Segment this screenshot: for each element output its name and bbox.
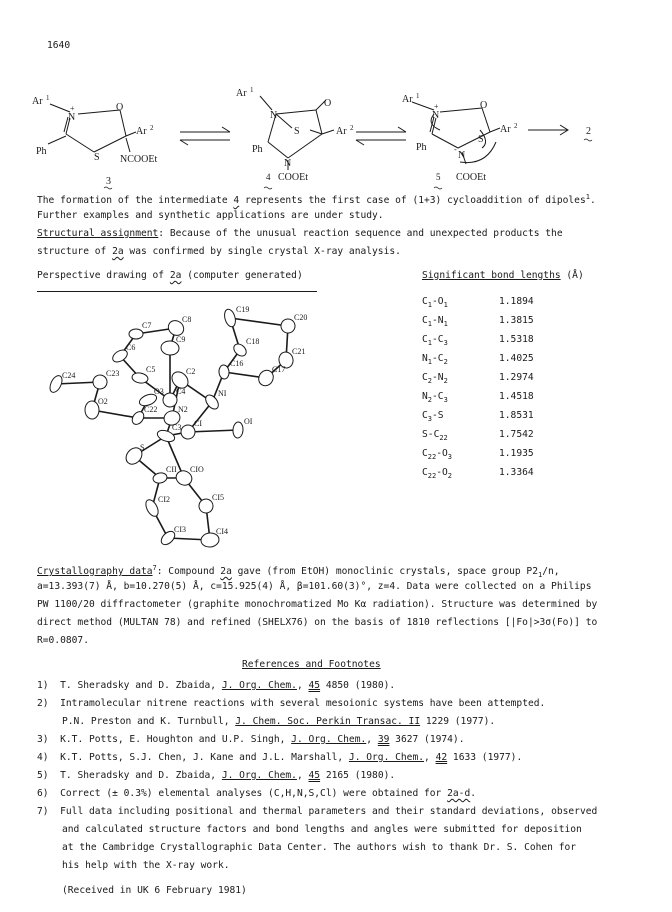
bond-value: 1.1935 bbox=[499, 448, 534, 459]
ortep-atom bbox=[129, 329, 143, 339]
bond-row bbox=[422, 429, 612, 448]
bond-value: 1.3364 bbox=[499, 467, 534, 478]
bond-label: $C_2-N_2$ bbox=[422, 372, 448, 385]
ortep-label: S bbox=[140, 443, 145, 452]
compound4-cooet: COOEt bbox=[278, 172, 308, 183]
crystal-line-5: R=0.0807. bbox=[37, 635, 89, 646]
svg-text:S: S bbox=[294, 126, 300, 137]
caption-rule bbox=[37, 291, 317, 292]
further-line: Further examples and synthetic applications are under study. bbox=[37, 210, 384, 221]
reference-1: 1) T. Sheradsky and D. Zbaida, J. Org. Chem., 45 4850 (1980). bbox=[37, 680, 396, 691]
bond-row bbox=[422, 448, 612, 467]
ortep-label: C16 bbox=[230, 359, 244, 368]
ortep-label: O2 bbox=[98, 397, 108, 406]
ortep-label: C7 bbox=[142, 321, 152, 330]
bond-label: $N_2-C_3$ bbox=[422, 391, 448, 404]
compound5-cooet: COOEt bbox=[456, 172, 486, 183]
svg-text:N: N bbox=[270, 110, 278, 121]
svg-text:N: N bbox=[432, 110, 440, 121]
crystal-line-3: PW 1100/20 diffractometer (graphite monochromatized Mo Kα radiation). Structure was determined by bbox=[37, 599, 598, 610]
svg-text:O: O bbox=[116, 102, 124, 113]
svg-text:S: S bbox=[478, 134, 484, 145]
svg-text:O: O bbox=[324, 98, 332, 109]
compound5-number: 5 bbox=[436, 172, 441, 182]
crystal-line-2: a=13.393(7) Å, b=10.270(5) Å, c=15.925(4) Å, β=101.60(3)°, z=4. Data were collected on a Philips bbox=[37, 581, 592, 592]
svg-text:2: 2 bbox=[514, 122, 518, 130]
ortep-label: C4 bbox=[176, 387, 186, 396]
ortep-label: C18 bbox=[246, 337, 260, 346]
svg-text:Ar: Ar bbox=[402, 94, 413, 105]
reference-7-cont-2: at the Cambridge Crystallographic Data Center. The authors wish to thank Dr. S. Cohen for bbox=[62, 842, 577, 853]
reference-6: 6) Correct (± 0.3%) elemental analyses (C,H,N,S,Cl) were obtained for 2a-d. bbox=[37, 788, 477, 799]
reference-7-cont-1: and calculated structure factors and bond lengths and angles were submitted for deposition bbox=[62, 824, 582, 835]
bond-label: $C_1-N_1$ bbox=[422, 315, 448, 328]
ortep-label: C19 bbox=[236, 305, 250, 314]
reference-3: 3) K.T. Potts, E. Houghton and U.P. Singh, J. Org. Chem., 39 3627 (1974). bbox=[37, 734, 465, 745]
svg-text:N: N bbox=[68, 112, 76, 123]
svg-text:Ar: Ar bbox=[236, 88, 247, 99]
svg-text:N: N bbox=[284, 158, 292, 169]
ortep-label: C3 bbox=[172, 423, 182, 432]
bond-row bbox=[422, 315, 612, 334]
bond-row bbox=[422, 391, 612, 410]
svg-text:Ph: Ph bbox=[36, 146, 47, 157]
svg-text:+: + bbox=[70, 104, 75, 113]
ortep-drawing bbox=[40, 298, 330, 560]
bond-label: $C_{22}-O_2$ bbox=[422, 467, 452, 480]
crystal-line-1: Crystallography data$^7$: Compound 2a gave (from EtOH) monoclinic crystals, space group $P2_1/n$, bbox=[37, 564, 560, 580]
compound4-number: 4 bbox=[266, 172, 271, 182]
page-number: 1640 bbox=[47, 40, 71, 51]
crystal-line-4: direct method (MULTAN 78) and refined (SHELX76) on the basis of 1810 reflections [|Fo|>3σ(Fo)] to bbox=[37, 617, 598, 628]
bond-value: 1.4518 bbox=[499, 391, 534, 402]
svg-text:1: 1 bbox=[250, 86, 254, 94]
bond-value: 1.3815 bbox=[499, 315, 534, 326]
bond-value: 1.1894 bbox=[499, 296, 534, 307]
product-number: 2 bbox=[586, 126, 591, 137]
bond-label: $C_1-C_3$ bbox=[422, 334, 448, 347]
bond-label: $S-C_{22}$ bbox=[422, 429, 448, 442]
compound3-number: 3 bbox=[106, 176, 111, 187]
ortep-bond bbox=[230, 318, 288, 326]
ortep-label: C5 bbox=[146, 365, 156, 374]
svg-text:S: S bbox=[94, 152, 100, 163]
bond-lengths-heading: Significant bond lengths (Å) bbox=[422, 270, 584, 281]
ortep-bond bbox=[188, 430, 238, 432]
ortep-label: CI4 bbox=[216, 527, 228, 536]
bond-row bbox=[422, 296, 612, 315]
reaction-scheme bbox=[30, 82, 650, 192]
bond-table bbox=[422, 296, 612, 486]
bond-label: $C_{22}-O_3$ bbox=[422, 448, 452, 461]
ortep-label: NI bbox=[218, 389, 227, 398]
svg-text:Ar: Ar bbox=[336, 126, 347, 137]
perspective-caption: Perspective drawing of 2a (computer generated) bbox=[37, 270, 303, 281]
reference-7-cont-3: his help with the X-ray work. bbox=[62, 860, 230, 871]
reference-2: 2) Intramolecular nitrene reactions with several mesoionic systems have been attempted. bbox=[37, 698, 546, 709]
svg-text:+: + bbox=[434, 102, 439, 111]
ortep-label: OI bbox=[244, 417, 253, 426]
references-heading: References and Footnotes bbox=[242, 659, 381, 670]
svg-text:-: - bbox=[454, 145, 457, 154]
svg-text:1: 1 bbox=[46, 94, 50, 102]
ortep-label: C9 bbox=[176, 335, 186, 344]
svg-text:Ar: Ar bbox=[500, 124, 511, 135]
svg-text:2: 2 bbox=[150, 124, 154, 132]
bond-row bbox=[422, 372, 612, 391]
bond-row bbox=[422, 353, 612, 372]
reference-2-cont: P.N. Preston and K. Turnbull, J. Chem. Soc. Perkin Transac. II 1229 (1977). bbox=[62, 716, 496, 727]
bond-row bbox=[422, 467, 612, 486]
ortep-label: C21 bbox=[292, 347, 306, 356]
svg-text:Ar: Ar bbox=[136, 126, 147, 137]
ortep-label: CII bbox=[166, 465, 177, 474]
ortep-label: CI3 bbox=[174, 525, 186, 534]
ortep-atom bbox=[232, 422, 243, 439]
svg-text:1: 1 bbox=[416, 92, 420, 100]
structural-line-2: structure of 2a was confirmed by single crystal X-ray analysis. bbox=[37, 246, 401, 257]
compound3-ar1: Ar bbox=[32, 96, 43, 107]
svg-text:N: N bbox=[458, 150, 466, 161]
ortep-label: N2 bbox=[178, 405, 188, 414]
structural-line: Structural assignment: Because of the unusual reaction sequence and unexpected products the bbox=[37, 228, 563, 239]
reference-7: 7) Full data including positional and thermal parameters and their standard deviations, observed bbox=[37, 806, 598, 817]
reference-4: 4) K.T. Potts, S.J. Chen, J. Kane and J.L. Marshall, J. Org. Chem., 42 1633 (1977). bbox=[37, 752, 523, 763]
bond-value: 1.2974 bbox=[499, 372, 534, 383]
ortep-atom bbox=[85, 401, 99, 419]
svg-text:Ph: Ph bbox=[416, 142, 427, 153]
bond-row bbox=[422, 334, 612, 353]
svg-text:2: 2 bbox=[350, 124, 354, 132]
ortep-label: C17 bbox=[272, 365, 286, 374]
bond-label: $N_1-C_2$ bbox=[422, 353, 448, 366]
ortep-label: CI5 bbox=[212, 493, 224, 502]
ortep-label: C8 bbox=[182, 315, 192, 324]
bond-row bbox=[422, 410, 612, 429]
svg-text:O: O bbox=[480, 100, 488, 111]
ortep-label: O3 bbox=[154, 387, 164, 396]
bond-value: 1.5318 bbox=[499, 334, 534, 345]
bond-value: 1.4025 bbox=[499, 353, 534, 364]
bond-label: $C_3-S$ bbox=[422, 410, 444, 423]
bond-label: $C_1-O_1$ bbox=[422, 296, 448, 309]
formation-line: The formation of the intermediate 4 represents the first case of (1+3) cycloaddition of dipoles$^1$. bbox=[37, 193, 596, 207]
ortep-label: C20 bbox=[294, 313, 308, 322]
received-line: (Received in UK 6 February 1981) bbox=[62, 885, 247, 896]
ortep-label: CIO bbox=[190, 465, 204, 474]
ortep-label: C2 bbox=[186, 367, 196, 376]
ortep-label: C22 bbox=[144, 405, 158, 414]
svg-text:Ph: Ph bbox=[252, 144, 263, 155]
compound3-ncooet: NCOOEt bbox=[120, 154, 158, 165]
ortep-label: C24 bbox=[62, 371, 76, 380]
bond-value: 1.7542 bbox=[499, 429, 534, 440]
reference-5: 5) T. Sheradsky and D. Zbaida, J. Org. Chem., 45 2165 (1980). bbox=[37, 770, 396, 781]
ortep-label: C6 bbox=[126, 343, 136, 352]
bond-value: 1.8531 bbox=[499, 410, 534, 421]
ortep-label: CI bbox=[194, 419, 202, 428]
ortep-label: CI2 bbox=[158, 495, 170, 504]
ortep-label: C23 bbox=[106, 369, 120, 378]
